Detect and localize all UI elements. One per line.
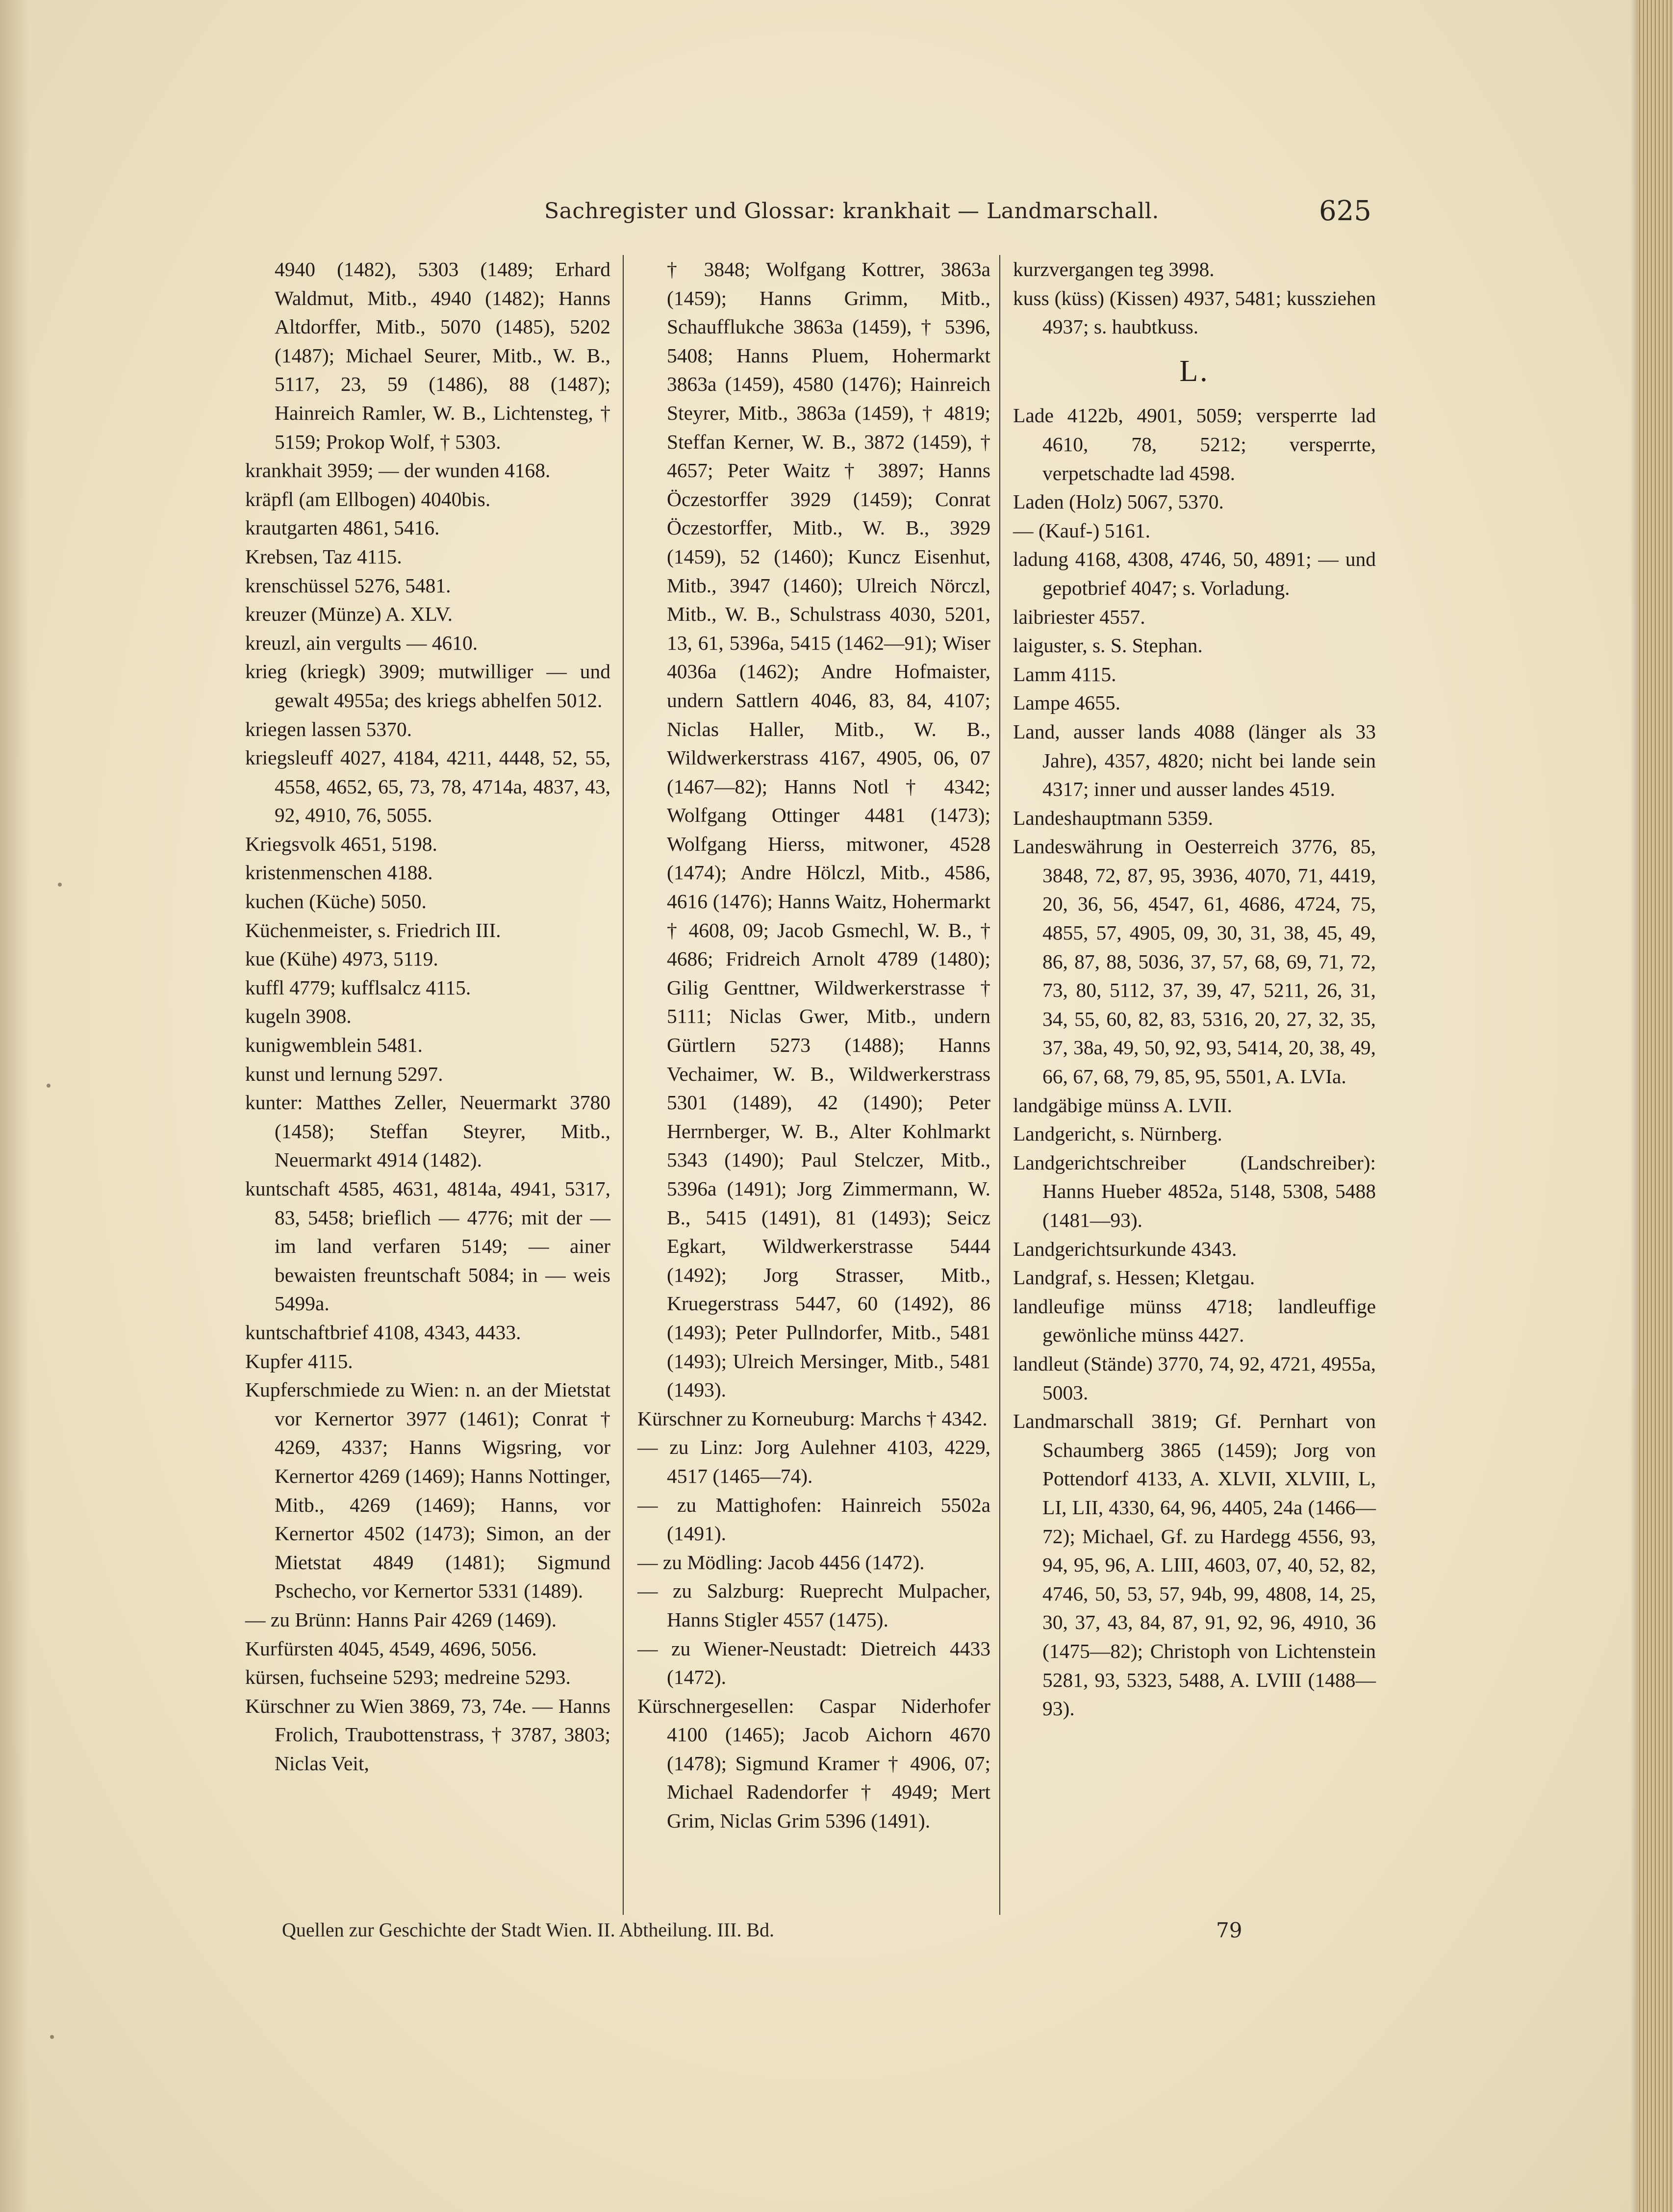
index-entry: kreuzl, ain vergults — 4610. [245, 631, 478, 654]
index-entry: kugeln 3908. [245, 1005, 352, 1028]
index-entry: Lampe 4655. [1013, 691, 1120, 714]
index-entry: kuffl 4779; kufflsalcz 4115. [245, 976, 471, 999]
index-entry: — zu Mattighofen: Hainreich 5502a (1491). [637, 1493, 990, 1545]
index-entry: — zu Mödling: Jacob 4456 (1472). [637, 1551, 925, 1574]
section-heading: L. [1179, 354, 1210, 388]
index-entry: Kürschner zu Korneuburg: Marchs † 4342. [637, 1407, 988, 1430]
index-entry: Kurfürsten 4045, 4549, 4696, 5056. [245, 1637, 537, 1660]
index-entry: — zu Wiener-Neustadt: Dietreich 4433 (1472). [637, 1637, 990, 1689]
index-entry: kurzvergangen teg 3998. [1013, 258, 1215, 280]
index-entry: — zu Linz: Jorg Aulehner 4103, 4229, 4517 (1465—74). [637, 1436, 990, 1487]
column-divider [999, 255, 1000, 1915]
index-entry: 4940 (1482), 5303 (1489; Erhard Waldmut, Mitb., 4940 (1482); Hanns Altdorffer, Mitb., 5070 (1485), 5202 (1487); Michael Seurer, Mitb., W. B., 5117, 23, 59 (1486), 88 (1487); Hainreich Ramler, W. B., Lichtensteg, † 5159; Prokop Wolf, † 5303. [275, 258, 610, 453]
index-entry: Landmarschall 3819; Gf. Pernhart von Schaumberg 3865 (1459); Jorg von Pottendorf 4133, A. XLVII, XLVIII, L, LI, LII, 4330, 64, 96, 4405, 24a (1466—72); Michael, Gf. zu Hardegg 4556, 93, 94, 95, 96, A. LIII, 4603, 07, 40, 52, 82, 4746, 50, 53, 57, 94b, 99, 4808, 14, 25, 30, 37, 43, 84, 87, 91, 92, 96, 4910, 36 (1475—82); Christoph von Lichtenstein 5281, 93, 5323, 5488, A. LVIII (1488—93). [1013, 1410, 1376, 1720]
index-entry: Landeswährung in Oesterreich 3776, 85, 3848, 72, 87, 95, 3936, 4070, 71, 4419, 20, 36, 56, 4547, 61, 4686, 4724, 75, 4855, 57, 4905, 09, 30, 31, 38, 45, 49, 86, 87, 88, 5036, 37, 57, 68, 69, 71, 72, 73, 80, 5112, 37, 39, 47, 5211, 26, 31, 34, 55, 60, 82, 83, 5316, 20, 27, 32, 35, 37, 38a, 49, 50, 92, 93, 5414, 20, 38, 49, 66, 67, 68, 79, 85, 95, 5501, A. LVIa. [1013, 835, 1376, 1088]
index-entry: laiguster, s. S. Stephan. [1013, 634, 1203, 657]
column-right [1013, 255, 1376, 1723]
book-fore-edge [1638, 0, 1673, 2212]
index-entry: krenschüssel 5276, 5481. [245, 574, 451, 597]
index-entry: — (Kauf-) 5161. [1013, 519, 1151, 542]
index-entry: landleufige münss 4718; landleuffige gewönliche münss 4427. [1013, 1295, 1376, 1347]
index-entry: kunter: Matthes Zeller, Neuermarkt 3780 (1458); Steffan Steyrer, Mitb., Neuermarkt 4914 (1482). [245, 1091, 610, 1171]
paper-speck [47, 1084, 51, 1088]
index-entry: Landgerichtsurkunde 4343. [1013, 1237, 1237, 1260]
signature-mark: 79 [1216, 1918, 1242, 1942]
index-entry: kuntschaft 4585, 4631, 4814a, 4941, 5317, 83, 5458; brieflich — 4776; mit der — im land verfaren 5149; — ainer bewaisten freuntschaft 5084; in — weis 5499a. [245, 1177, 610, 1315]
index-entry: Landgericht, s. Nürnberg. [1013, 1122, 1222, 1145]
index-entry: kue (Kühe) 4973, 5119. [245, 947, 438, 970]
index-entry: Landgraf, s. Hessen; Kletgau. [1013, 1266, 1255, 1289]
column-divider [623, 255, 624, 1915]
index-entry: Kupferschmiede zu Wien: n. an der Mietstat vor Kernertor 3977 (1461); Conrat † 4269, 4337; Hanns Wigsring, vor Kernertor 4269 (1469); Hanns Nottinger, Mitb., 4269 (1469); Hanns, vor Kernertor 4502 (1473); Simon, an der Mietstat 4849 (1481); Sigmund Pschecho, vor Kernertor 5331 (1489). [245, 1378, 610, 1602]
index-entry: kunigwemblein 5481. [245, 1034, 423, 1057]
index-entry: kriegsleuff 4027, 4184, 4211, 4448, 52, 55, 4558, 4652, 65, 73, 78, 4714a, 4837, 43, 92, 4910, 76, 5055. [245, 746, 610, 827]
index-entry: landleut (Stände) 3770, 74, 92, 4721, 4955a, 5003. [1013, 1352, 1376, 1404]
index-entry: Land, ausser lands 4088 (länger als 33 Jahre), 4357, 4820; nicht bei lande sein 4317; inner und ausser landes 4519. [1013, 720, 1376, 801]
index-entry: — zu Brünn: Hanns Pair 4269 (1469). [245, 1608, 557, 1631]
index-entry: ladung 4168, 4308, 4746, 50, 4891; — und gepotbrief 4047; s. Vorladung. [1013, 548, 1376, 599]
index-entry: krieg (kriegk) 3909; mutwilliger — und gewalt 4955a; des kriegs abhelfen 5012. [245, 660, 610, 712]
paper-speck [58, 883, 62, 887]
index-entry: Lamm 4115. [1013, 662, 1116, 686]
index-entry: † 3848; Wolfgang Kottrer, 3863a (1459); Hanns Grimm, Mitb., Schaufflukche 3863a (1459), † 5396, 5408; Hanns Pluem, Hohermarkt 3863a (1459), 4580 (1476); Hainreich Steyrer, Mitb., 3863a (1459), † 4819; Steffan Kerner, W. B., 3872 (1459), † 4657; Peter Waitz † 3897; Hanns Öczestorffer 3929 (1459); Conrat Öczestorffer, Mitb., W. B., 3929 (1459), 52 (1460); Kuncz Eisenhut, Mitb., 3947 (1460); Ulreich Nörczl, Mitb., W. B., Schulstrass 4030, 5201, 13, 61, 5396a, 5415 (1462—91); Wiser 4036a (1462); Andre Hofmaister, undern Sattlern 4046, 83, 84, 4107; Niclas Haller, Mitb., W. B., Wildwerkerstrass 4167, 4905, 06, 07 (1467—82); Hanns Notl † 4342; Wolfgang Ottinger 4481 (1473); Wolfgang Hierss, mitwoner, 4528 (1474); Andre Hölczl, Mitb., 4586, 4616 (1476); Hanns Waitz, Hohermarkt † 4608, 09; Jacob Gsmechl, W. B., † 4686; Fridreich Arnolt 4789 (1480); Gilig Genttner, Wildwerkerstrasse † 5111; Niclas Gwer, Mitb., undern Gürtlern 5273 (1488); Hanns Vechaimer, W. B., Wildwerkerstrass 5301 (1489), 42 (1490); Peter Herrnberger, W. B., Alter Kohlmarkt 5343 (1490); Paul Stelczer, Mitb., 5396a (1491); Jorg Zimmermann, W. B., 5415 (1491), 81 (1493); Seicz Egkart, Wildwerkerstrasse 5444 (1492); Jorg Strasser, Mitb., Kruegerstrass 5447, 60 (1492), 86 (1493); Peter Pullndorfer, Mitb., 5481 (1493); Ulreich Mersinger, Mitb., 5481 (1493). [667, 258, 990, 1401]
index-entry: Kupfer 4115. [245, 1349, 353, 1373]
page-number: 625 [1319, 195, 1371, 227]
footer-source: Quellen zur Geschichte der Stadt Wien. II. Abtheilung. III. Bd. [282, 1919, 775, 1941]
index-entry: kriegen lassen 5370. [245, 717, 412, 740]
index-entry: Landgerichtschreiber (Landschreiber): Hanns Hueber 4852a, 5148, 5308, 5488 (1481—93). [1013, 1151, 1376, 1231]
column-middle [637, 255, 990, 1835]
index-entry: laibriester 4557. [1013, 605, 1145, 628]
index-entry: kuss (küss) (Kissen) 4937, 5481; kussziehen 4937; s. haubtkuss. [1013, 286, 1376, 338]
index-entry: Krebsen, Taz 4115. [245, 545, 402, 568]
running-header: Sachregister und Glossar: krankhait — Landmarschall. [544, 199, 1159, 224]
index-entry: kuchen (Küche) 5050. [245, 890, 427, 913]
index-entry: kreuzer (Münze) A. XLV. [245, 603, 453, 626]
column-left [245, 255, 610, 1778]
index-entry: krautgarten 4861, 5416. [245, 516, 440, 539]
index-entry: kristenmenschen 4188. [245, 861, 433, 884]
index-entry: kunst und lernung 5297. [245, 1062, 443, 1085]
index-entry: kräpfl (am Ellbogen) 4040bis. [245, 487, 491, 510]
index-entry: Kürschner zu Wien 3869, 73, 74e. — Hanns Frolich, Traubottenstrass, † 3787, 3803; Niclas Veit, [245, 1694, 610, 1775]
index-entry: Lade 4122b, 4901, 5059; versperrte lad 4610, 78, 5212; versperrte, verpetschadte lad 4598. [1013, 404, 1376, 484]
index-entry: Kriegsvolk 4651, 5198. [245, 832, 437, 855]
index-entry: Laden (Holz) 5067, 5370. [1013, 490, 1224, 513]
index-entry: kürsen, fuchseine 5293; medreine 5293. [245, 1666, 571, 1689]
index-entry: kuntschaftbrief 4108, 4343, 4433. [245, 1321, 521, 1344]
index-entry: Küchenmeister, s. Friedrich III. [245, 918, 501, 941]
index-entry: landgäbige münss A. LVII. [1013, 1093, 1232, 1117]
index-entry: — zu Salzburg: Rueprecht Mulpacher, Hanns Stigler 4557 (1475). [637, 1579, 990, 1631]
paper-speck [50, 2035, 54, 2039]
index-entry: krankhait 3959; — der wunden 4168. [245, 459, 551, 482]
index-entry: Landeshauptmann 5359. [1013, 806, 1213, 829]
index-entry: Kürschnergesellen: Caspar Niderhofer 4100 (1465); Jacob Aichorn 4670 (1478); Sigmund Kramer † 4906, 07; Michael Radendorfer † 4949; Mert Grim, Niclas Grim 5396 (1491). [637, 1694, 990, 1832]
